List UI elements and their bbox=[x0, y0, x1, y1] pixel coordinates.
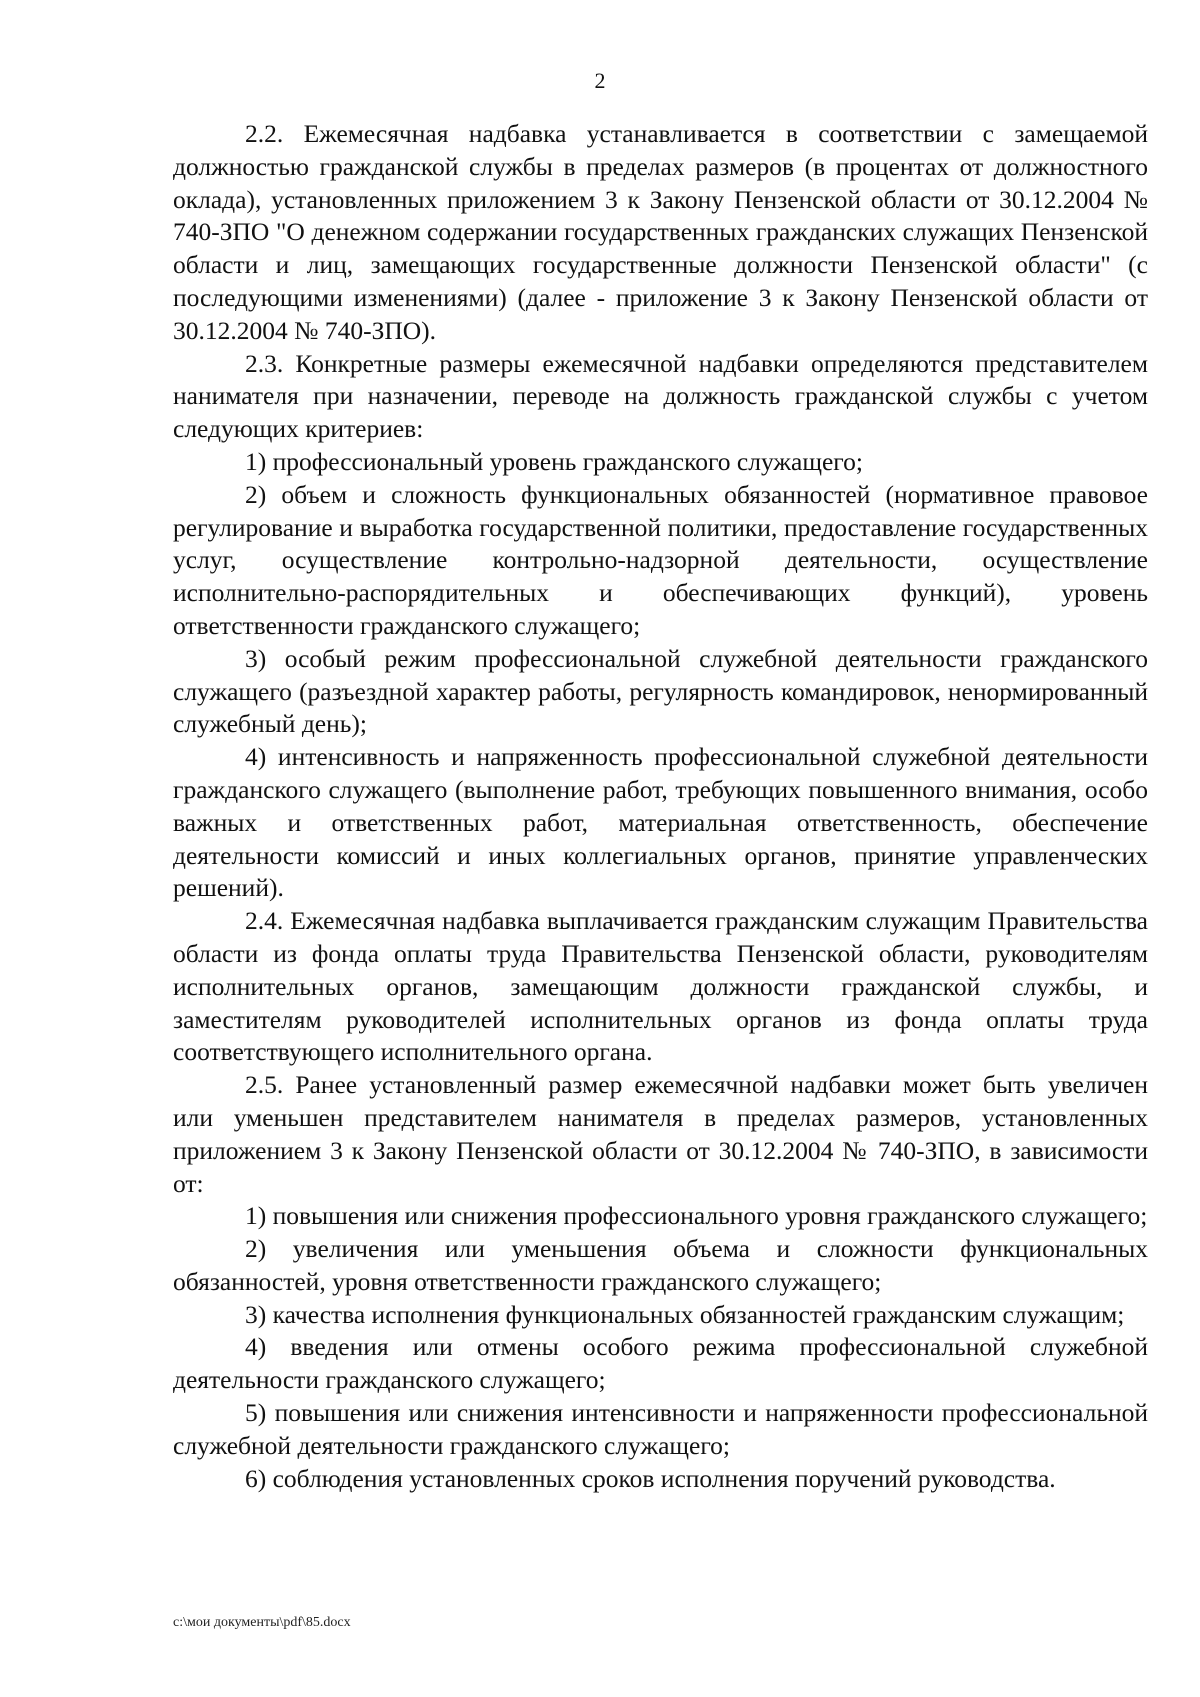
paragraph-2-3: 2.3. Конкретные размеры ежемесячной надбавки определяются представителем нанимателя при назначении, переводе на должность гражданской службы с учетом следующих критериев: bbox=[173, 348, 1148, 444]
list-item-2-3-3: 3) особый режим профессиональной служебной деятельности гражданского служащего (разъездной характер работы, регулярность командировок, ненормированный служебный день); bbox=[173, 643, 1148, 739]
list-item-2-5-1: 1) повышения или снижения профессионального уровня гражданского служащего; bbox=[245, 1201, 1148, 1231]
list-item-2-5-3: 3) качества исполнения функциональных обязанностей гражданским служащим; bbox=[245, 1299, 1125, 1329]
paragraph-2-4: 2.4. Ежемесячная надбавка выплачивается гражданским служащим Правительства области из фонда оплаты труда Правительства Пензенской области, руководителям исполнительных органов, замещающим должности гражданской службы, и заместителям руководителей исполнительных органов из фонда оплаты труда соответствующего исполнительного органа. bbox=[173, 906, 1148, 1067]
paragraph-2-5: 2.5. Ранее установленный размер ежемесячной надбавки может быть увеличен или уменьшен представителем нанимателя в пределах размеров, установленных приложением 3 к Закону Пензенской области от 30.12.2004 № 740-ЗПО, в зависимости от: bbox=[173, 1070, 1148, 1198]
footer-file-path: c:\мои документы\pdf\85.docx bbox=[173, 1615, 351, 1630]
list-item-2-5-6: 6) соблюдения установленных сроков исполнения поручений руководства. bbox=[245, 1463, 1056, 1493]
page-number: 2 bbox=[594, 68, 606, 93]
document-body bbox=[173, 118, 1148, 1495]
paragraph-2-2: 2.2. Ежемесячная надбавка устанавливается в соответствии с замещаемой должностью гражданской службы в пределах размеров (в процентах от должностного оклада), установленных приложением 3 к Закону Пензенской области от 30.12.2004 № 740-ЗПО "О денежном содержании государственных гражданских служащих Пензенской области и лиц, замещающих государственные должности Пензенской области" (с последующими изменениями) (далее - приложение 3 к Закону Пензенской области от 30.12.2004 № 740-ЗПО). bbox=[173, 119, 1148, 345]
list-item-2-3-2: 2) объем и сложность функциональных обязанностей (нормативное правовое регулирование и выработка государственной политики, предоставление государственных услуг, осуществление контрольно-надзорной деятельности, осуществление исполнительно-распорядительных и обеспечивающих функций), уровень ответственности гражданского служащего; bbox=[173, 479, 1148, 640]
list-item-2-3-4: 4) интенсивность и напряженность профессиональной служебной деятельности гражданского служащего (выполнение работ, требующих повышенного внимания, особо важных и ответственных работ, материальная ответственность, обеспечение деятельности комиссий и иных коллегиальных органов, принятие управленческих решений). bbox=[173, 742, 1148, 903]
list-item-2-5-4: 4) введения или отмены особого режима профессиональной служебной деятельности гражданского служащего; bbox=[173, 1332, 1148, 1395]
list-item-2-3-1: 1) профессиональный уровень гражданского служащего; bbox=[245, 446, 863, 476]
list-item-2-5-5: 5) повышения или снижения интенсивности и напряженности профессиональной служебной деятельности гражданского служащего; bbox=[173, 1398, 1148, 1460]
list-item-2-5-2: 2) увеличения или уменьшения объема и сложности функциональных обязанностей, уровня ответственности гражданского служащего; bbox=[173, 1234, 1148, 1296]
